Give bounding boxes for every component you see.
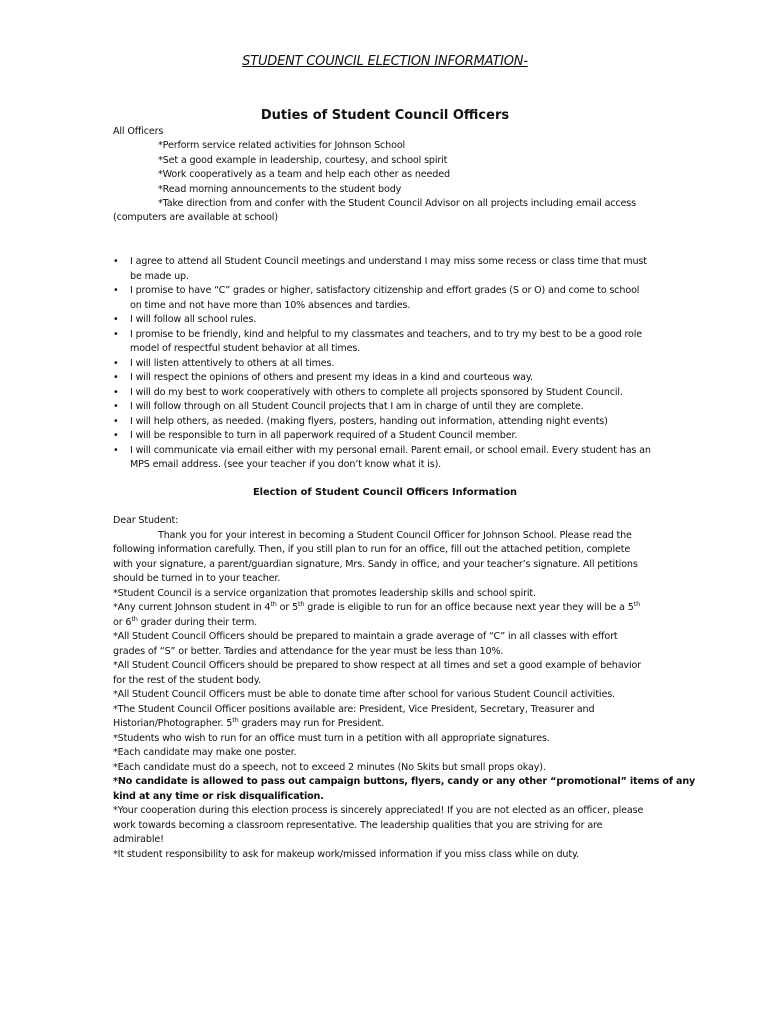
letter-line: for the rest of the student body.: [113, 674, 261, 686]
letter-line: should be turned in to your teacher.: [113, 573, 281, 584]
bullet-icon: •: [113, 285, 119, 296]
election-heading: Election of Student Council Officers Information: [252, 487, 518, 498]
pledge-item: • I will do my best to work cooperatively with others to complete all projects sponsored by Student Council.: [113, 386, 673, 401]
letter-line: *Students who wish to run for an office must turn in a petition with all appropriate signatures.: [113, 732, 550, 744]
letter-line: *The Student Council Officer positions available are: President, Vice President, Secretary, Treasurer and: [113, 703, 595, 715]
letter-line: following information carefully. Then, if you still plan to run for an office, fill out the attached petition, complete: [113, 544, 631, 555]
letter-line: work towards becoming a classroom representative. The leadership qualities that you are striving for are: [113, 819, 603, 831]
letter-line-bold: kind at any time or risk disqualification.: [113, 790, 324, 802]
pledge-item: • I promise to be friendly, kind and helpful to my classmates and teachers, and to try my best to be a good role model of respectful student behavior at all times.: [113, 328, 643, 354]
bullet-icon: •: [113, 430, 119, 441]
letter-line: *All Student Council Officers should be prepared to show respect at all times and set a good example of behavior: [113, 660, 641, 671]
letter-line: *All Student Council Officers must be able to donate time after school for various Student Council activities.: [113, 689, 615, 700]
election-letter: [113, 514, 695, 862]
bullet-icon: •: [113, 357, 119, 369]
pledge-item: • I will communicate via email either with my personal email. Parent email, or school email. Every student has an MPS email address. (see your teacher if you don’t know what it is).: [113, 444, 651, 470]
pledge-item: • I will help others, as needed. (making flyers, posters, handing out information, attending night events): [113, 415, 673, 430]
pledge-list: [113, 255, 673, 473]
pledge-item: • I will follow through on all Student Council projects that I am in charge of until they are complete.: [113, 400, 673, 415]
duty-item: *Take direction from and confer with the Student Council Advisor on all projects including email access: [158, 198, 636, 209]
letter-line: *Each candidate must do a speech, not to exceed 2 minutes (No Skits but small props okay).: [113, 761, 546, 773]
bullet-icon: •: [113, 256, 119, 267]
letter-line: *Your cooperation during this election process is sincerely appreciated! If you are not elected as an officer, please: [113, 805, 644, 816]
duties-heading: Duties of Student Council Officers: [260, 108, 510, 123]
bullet-icon: •: [113, 372, 119, 383]
letter-line: *Any current Johnson student in 4th or 5th grade is eligible to run for an office because next year they will be a 5th: [113, 600, 641, 613]
pledge-item: • I promise to have “C” grades or higher, satisfactory citizenship and effort grades (S or O) and come to school on time and not have more than 10% absences and tardies.: [113, 285, 640, 311]
letter-line: grades of “S” or better. Tardies and attendance for the year must be less than 10%.: [113, 645, 504, 657]
letter-line: *All Student Council Officers should be prepared to maintain a grade average of “C” in all classes with effort: [113, 631, 618, 642]
pledge-item: • I will respect the opinions of others and present my ideas in a kind and courteous way.: [113, 371, 673, 386]
all-officers-label: All Officers: [113, 126, 164, 137]
pledge-item: • I will be responsible to turn in all paperwork required of a Student Council member.: [113, 429, 673, 444]
pledge-item: • I will listen attentively to others at all times.: [113, 357, 673, 372]
letter-line: or 6th grader during their term.: [113, 614, 258, 628]
bullet-icon: •: [113, 444, 119, 456]
duty-item: *Work cooperatively as a team and help each other as needed: [158, 169, 450, 180]
letter-line: *Student Council is a service organization that promotes leadership skills and school spirit.: [113, 587, 536, 599]
letter-greeting: Dear Student:: [113, 515, 179, 526]
bullet-icon: •: [113, 415, 119, 427]
duties-list: [158, 139, 636, 212]
letter-line: *It student responsibility to ask for makeup work/missed information if you miss class while on duty.: [113, 848, 579, 860]
letter-line: with your signature, a parent/guardian signature, Mrs. Sandy in office, and your teacher’s signature. All petitions: [113, 558, 638, 570]
document-title: STUDENT COUNCIL ELECTION INFORMATION-: [242, 54, 528, 69]
letter-line-bold: *No candidate is allowed to pass out campaign buttons, flyers, candy or any other “promotional” items of any: [113, 776, 696, 787]
duty-item: *Set a good example in leadership, courtesy, and school spirit: [158, 154, 448, 166]
duty-item: *Read morning announcements to the student body: [158, 183, 402, 195]
letter-line: admirable!: [113, 834, 164, 845]
duty-item: *Perform service related activities for Johnson School: [158, 140, 406, 151]
bullet-icon: •: [113, 314, 119, 325]
pledge-item: • I agree to attend all Student Council meetings and understand I may miss some recess or class time that must be made up.: [113, 256, 647, 282]
bullet-icon: •: [113, 386, 119, 398]
bullet-icon: •: [113, 328, 119, 340]
pledge-item: • I will follow all school rules.: [113, 313, 673, 328]
letter-line: Historian/Photographer. 5th graders may run for President.: [113, 716, 385, 729]
bullet-icon: •: [113, 401, 119, 412]
duty-item-continuation: (computers are available at school): [113, 212, 278, 223]
letter-line: *Each candidate may make one poster.: [113, 747, 297, 758]
letter-line: Thank you for your interest in becoming a Student Council Officer for Johnson School. Please read the: [158, 529, 632, 541]
